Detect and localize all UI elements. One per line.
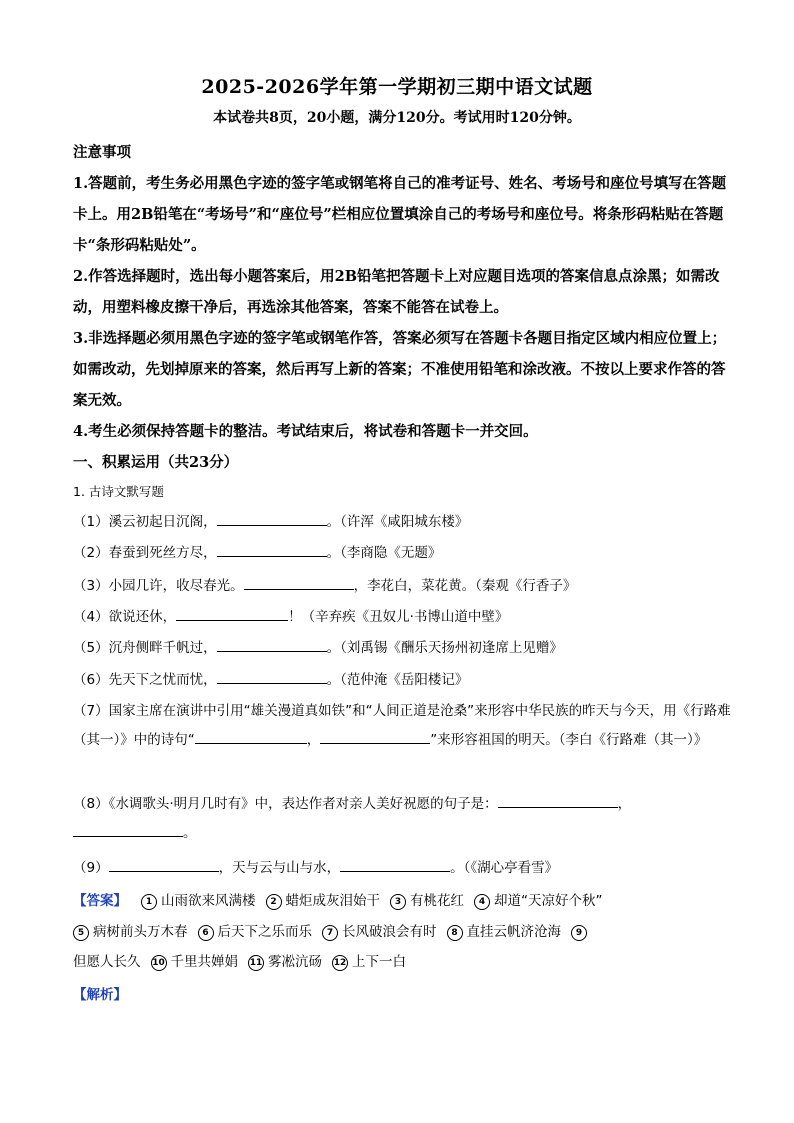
line-text: ， xyxy=(617,796,632,812)
line-text: 。（《湖心亭看雪》 xyxy=(450,860,559,876)
answer-number: 10 xyxy=(151,955,167,971)
line-text: （5）沉舟侧畔千帆过， xyxy=(73,640,217,656)
answer-text: 蜡炬成灰泪始干 xyxy=(285,893,380,909)
answer-text: 有桃花红 xyxy=(410,893,464,909)
question-line-4 xyxy=(73,603,733,632)
answer-number: 6 xyxy=(198,925,214,941)
line-text: （6）先天下之忧而忧， xyxy=(73,672,217,688)
answer-blank xyxy=(217,511,327,526)
line-text: 。（许浑《咸阳城东楼》 xyxy=(326,514,469,530)
notice-heading: 注意事项 xyxy=(73,144,131,161)
answer-blank xyxy=(217,542,327,557)
answer-label: 【答案】 xyxy=(73,893,127,909)
answer-number: 11 xyxy=(248,955,264,971)
answer-text: 却道“天凉好个秋” xyxy=(494,893,603,909)
page-title: 2025-2026学年第一学期初三期中语文试题 xyxy=(201,76,593,98)
line-text: ”来形容祖国的明天。（李白《行路难（其一）》 xyxy=(430,732,708,748)
line-text: ，李花白，菜花黄。（秦观《行香子》 xyxy=(353,578,577,594)
answer-number: 2 xyxy=(266,894,282,910)
answer-blank xyxy=(320,729,430,744)
analysis-label: 【解析】 xyxy=(73,987,127,1003)
answer-text: 直挂云帆济沧海 xyxy=(466,923,561,940)
answer-blank xyxy=(340,857,450,872)
question-line-7 xyxy=(73,697,733,755)
section-title: 一、积累运用（共23分） xyxy=(73,454,239,471)
notice-item-1: 1.答题前，考生务必用黑色字迹的签字笔或钢笔将自己的准考证号、姓名、考场号和座位号填写在答题卡上。用2B铅笔在“考场号”和“座位号”栏相应位置填涂自己的考场号和座位号。将条形码粘贴在答题卡“条形码粘贴处”。 xyxy=(73,175,727,254)
question-intro: 1. 古诗文默写题 xyxy=(73,484,164,499)
answer-text: 长风破浪会有时 xyxy=(342,923,437,940)
answer-text: 后天下之乐而乐 xyxy=(217,923,312,940)
question-line-3 xyxy=(73,572,733,601)
line-text: （8）《水调歌头·明月几时有》中，表达作者对亲人美好祝愿的句子是： xyxy=(73,796,498,812)
answer-text: 病树前头万木春 xyxy=(93,923,188,940)
answer-text: 雾凇沆砀 xyxy=(268,954,322,970)
question-line-6 xyxy=(73,666,733,695)
answer-text: 千里共婵娟 xyxy=(170,954,238,970)
line-text: 。（李商隐《无题》 xyxy=(326,545,442,561)
line-text: ！（辛弃疾《丑奴儿·书博山道中壁》 xyxy=(288,609,509,625)
answer-blank xyxy=(244,575,354,590)
question-line-2 xyxy=(73,539,733,568)
line-text: （3）小园几许，收尽春光。 xyxy=(73,578,244,594)
line-text: 。（刘禹锡《酬乐天扬州初逢席上见赠》 xyxy=(326,640,563,656)
notice-item-4: 4.考生必须保持答题卡的整洁。考试结束后，将试卷和答题卡一并交回。 xyxy=(73,423,538,440)
answer-number: 7 xyxy=(322,925,338,941)
answer-blank xyxy=(109,857,219,872)
answer-blank xyxy=(176,606,288,621)
answer-blank xyxy=(195,729,307,744)
answer-blank xyxy=(217,637,327,652)
line-text: （4）欲说还休， xyxy=(73,609,177,625)
line-text: （9） xyxy=(73,860,109,876)
answer-block xyxy=(73,886,733,978)
line-text: （2）春蚕到死丝方尽， xyxy=(73,545,217,561)
question-line-8 xyxy=(73,790,733,848)
answer-number: 9 xyxy=(571,925,587,941)
exam-subtitle: 本试卷共8页，20小题，满分120分。考试用时120分钟。 xyxy=(213,110,581,126)
answer-blank xyxy=(217,669,327,684)
answer-text: 但愿人长久 xyxy=(73,954,141,970)
question-line-5 xyxy=(73,634,733,663)
line-text: 。 xyxy=(183,825,197,841)
answer-blank xyxy=(73,822,183,837)
answer-number: 5 xyxy=(73,925,89,941)
notice-item-2: 2.作答选择题时，选出每小题答案后，用2B铅笔把答题卡上对应题目选项的答案信息点涂黑；如需改动，用塑料橡皮擦干净后，再选涂其他答案，答案不能答在试卷上。 xyxy=(73,268,720,316)
line-text: ，天与云与山与水， xyxy=(218,860,341,876)
line-text: 。（范仲淹《岳阳楼记》 xyxy=(326,672,469,688)
answer-text: 山雨欲来风满楼 xyxy=(161,893,256,909)
answer-number: 4 xyxy=(474,894,490,910)
notice-item-3: 3.非选择题必须用黑色字迹的签字笔或钢笔作答，答案必须写在答题卡各题目指定区域内相应位置上；如需改动，先划掉原来的答案，然后再写上新的答案；不准使用铅笔和涂改液。不按以上要求作答的答案无效。 xyxy=(73,330,727,409)
question-line-9 xyxy=(73,854,733,883)
answer-number: 3 xyxy=(390,894,406,910)
answer-text: 上下一白 xyxy=(352,954,406,970)
answer-number: 8 xyxy=(447,925,463,941)
line-text: （1）溪云初起日沉阁， xyxy=(73,514,217,530)
line-text: （7）国家主席在演讲中引用“雄关漫道真如铁”和“人间正道是沧桑”来形容中华民族的昨天与今天，用《行路难（其一）》中的诗句“ xyxy=(73,703,731,748)
question-line-1 xyxy=(73,508,733,537)
answer-blank xyxy=(498,793,618,808)
answer-number: 1 xyxy=(141,894,157,910)
answer-number: 12 xyxy=(332,955,348,971)
line-text: ， xyxy=(306,732,321,748)
